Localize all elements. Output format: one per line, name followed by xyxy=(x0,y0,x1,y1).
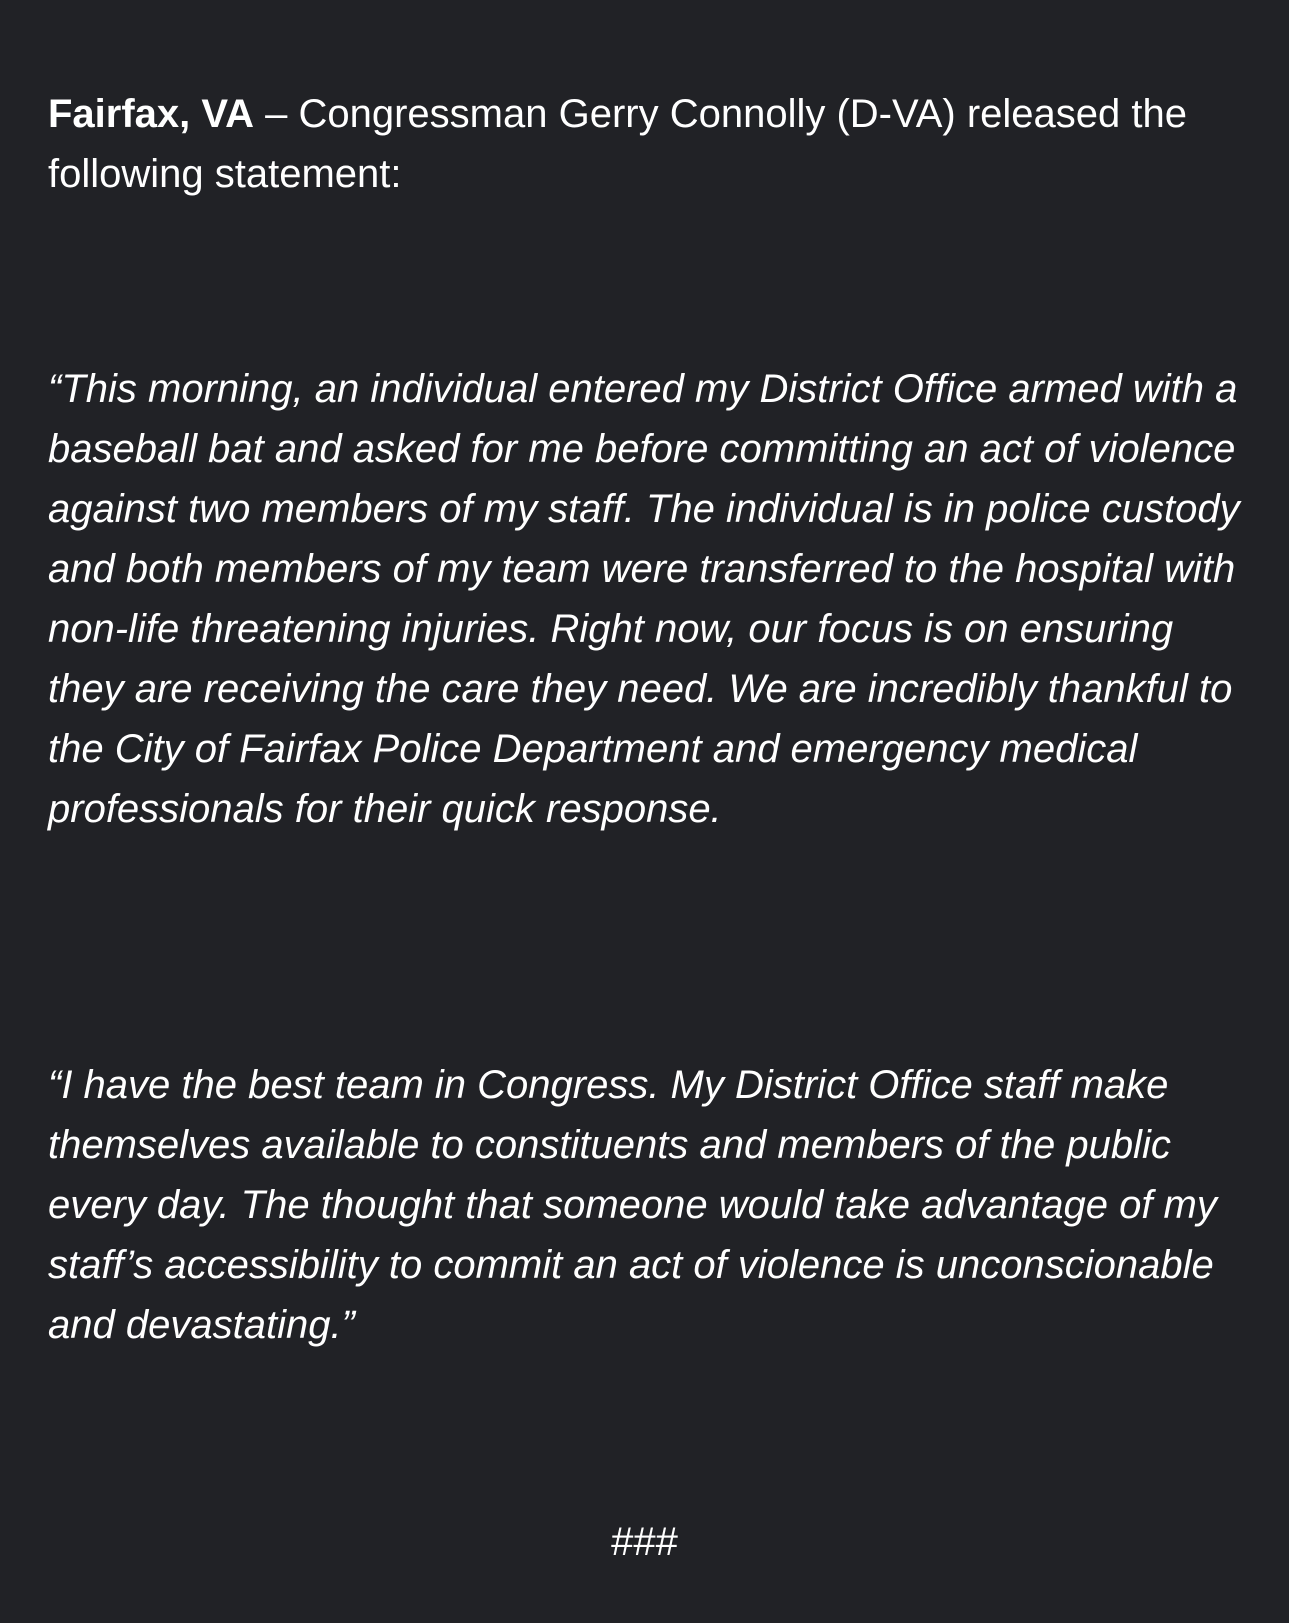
statement-paragraph-1: “This morning, an individual entered my District Office armed with a baseball bat and asked for me before committing an act of violence against two members of my staff. The individual is in police custody and both members of my team were transferred to the hospital with non-life threatening injuries. Right now, our focus is on ensuring they are receiving the care they need. We are incredibly thankful to the City of Fairfax Police Department and emergency medical professionals for their quick response. xyxy=(48,367,1240,831)
intro-text: – Congressman Gerry Connolly (D-VA) released the following statement: xyxy=(48,92,1187,196)
intro-paragraph xyxy=(48,84,1188,204)
statement-paragraph-2: “I have the best team in Congress. My District Office staff make themselves available to constituents and members of the public every day. The thought that someone would take advantage of my staff’s accessibility to commit an act of violence is unconscionable and devastating.” xyxy=(48,1063,1217,1347)
end-mark: ### xyxy=(611,1520,678,1564)
dateline: Fairfax, VA xyxy=(48,92,254,136)
